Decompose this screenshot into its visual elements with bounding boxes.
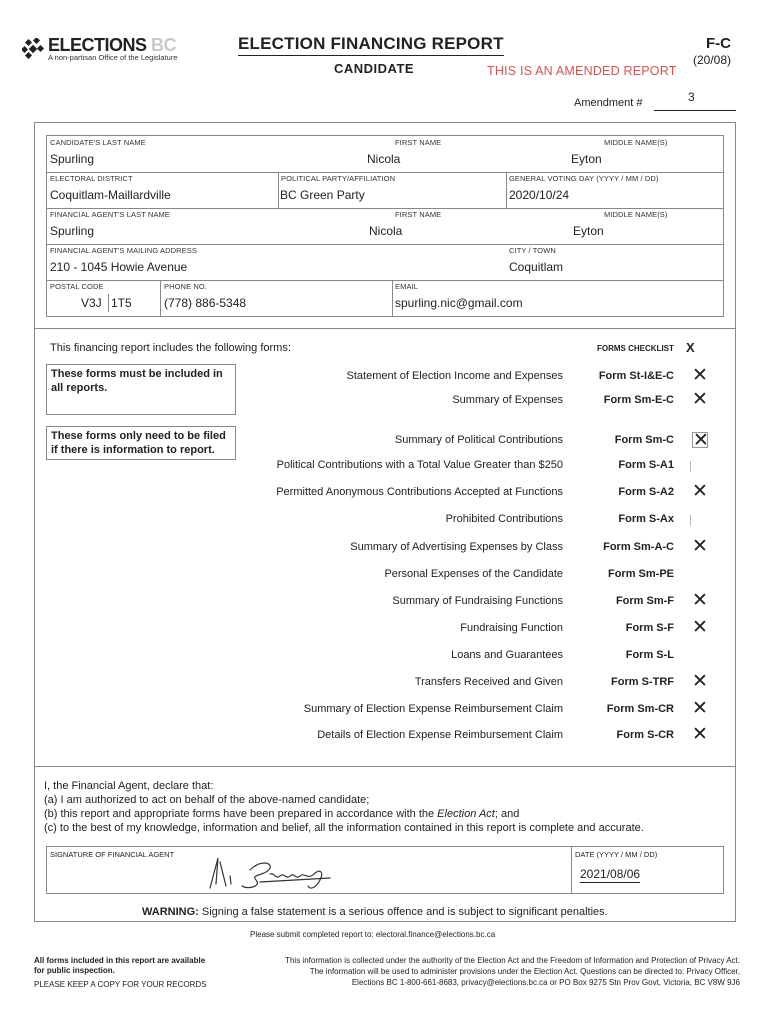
phone-label: PHONE NO.	[164, 282, 207, 291]
logo-tagline: A non-partisan Office of the Legislature	[48, 53, 178, 62]
amended-notice: THIS IS AN AMENDED REPORT	[487, 64, 677, 78]
postal-code-label: POSTAL CODE	[50, 282, 104, 291]
checklist-checkbox[interactable]: ✕	[693, 430, 709, 451]
privacy-notice-3: Elections BC 1-800-661-8683, privacy@elections.bc.ca or PO Box 9275 Stn Prov Govt, Victoria, BC V8W 9J6	[351, 978, 740, 987]
checklist-checkbox[interactable]: ✕	[692, 698, 708, 719]
signature-date-label: DATE (YYYY / MM / DD)	[575, 850, 658, 859]
form-description: Personal Expenses of the Candidate	[384, 568, 563, 580]
report-title: ELECTION FINANCING REPORT	[238, 34, 504, 56]
postal-code-divider	[108, 294, 109, 312]
signature-divider	[571, 846, 572, 894]
form-code-label: Form S-TRF	[611, 676, 674, 688]
voting-day-label: GENERAL VOTING DAY (YYYY / MM / DD)	[509, 174, 659, 183]
declaration-line-1: I, the Financial Agent, declare that:	[44, 780, 214, 792]
section-divider	[34, 766, 736, 767]
section-divider	[34, 328, 736, 329]
checklist-checkbox[interactable]: ✕	[692, 481, 708, 502]
email-value: spurling.nic@gmail.com	[395, 296, 523, 310]
form-description: Summary of Expenses	[452, 394, 563, 406]
logo-wordmark: ELECTIONS BC	[48, 35, 177, 55]
agent-city-label: CITY / TOWN	[509, 246, 556, 255]
form-code-label: Form S-F	[625, 622, 674, 634]
optional-forms-text: These forms only need to be filed if there is information to report.	[51, 430, 226, 456]
checklist-intro: This financing report includes the following forms:	[50, 342, 291, 354]
required-forms-text: These forms must be included in all reports.	[51, 368, 223, 394]
form-description: Political Contributions with a Total Value Greater than $250	[276, 459, 563, 471]
candidate-middle-name-label: MIDDLE NAME(S)	[604, 138, 668, 147]
form-version: (20/08)	[693, 53, 732, 67]
district-label: ELECTORAL DISTRICT	[50, 174, 133, 183]
signature-image	[200, 850, 350, 892]
form-description: Summary of Election Expense Reimbursement Claim	[303, 703, 563, 715]
agent-middle-name: Eyton	[573, 224, 604, 238]
agent-city: Coquitlam	[509, 260, 564, 274]
checklist-checkbox[interactable]: ✕	[692, 617, 708, 638]
agent-last-name: Spurling	[50, 224, 95, 238]
form-code-label: Form S-A2	[618, 486, 674, 498]
checklist-checkbox[interactable]: ✕	[692, 671, 708, 692]
amendment-line	[654, 110, 736, 111]
form-code-label: Form Sm-PE	[607, 568, 674, 580]
form-code-label: Form Sm-CR	[606, 703, 674, 715]
public-inspection-note-1: All forms included in this report are available	[34, 956, 206, 965]
form-description: Prohibited Contributions	[445, 513, 563, 525]
form-code-label: Form S-Ax	[618, 513, 674, 525]
form-code-label: Form Sm-C	[614, 434, 674, 446]
party-value: BC Green Party	[280, 188, 365, 202]
checklist-checkbox[interactable]: ✕	[692, 536, 708, 557]
form-description: Summary of Fundraising Functions	[392, 595, 563, 607]
form-description: Permitted Anonymous Contributions Accepted at Functions	[276, 486, 563, 498]
phone-value: (778) 886-5348	[164, 296, 247, 310]
public-inspection-note-2: for public inspection.	[34, 966, 115, 975]
postal-code-part-a: V3J	[81, 296, 102, 310]
checklist-checkbox[interactable]: ✕	[692, 724, 708, 745]
candidate-first-name: Nicola	[367, 152, 401, 166]
agent-first-name-label: FIRST NAME	[395, 210, 442, 219]
elections-bc-logo-icon	[22, 38, 48, 60]
agent-first-name: Nicola	[369, 224, 403, 238]
submit-instruction: Please submit completed report to: electoral.finance@elections.bc.ca	[250, 930, 496, 939]
agent-last-name-label: FINANCIAL AGENT'S LAST NAME	[50, 210, 170, 219]
form-code-label: Form Sm-A-C	[603, 541, 674, 553]
signature-date: 2021/08/06	[580, 867, 641, 881]
party-label: POLITICAL PARTY/AFFILIATION	[281, 174, 396, 183]
checklist-checkbox[interactable]	[690, 515, 691, 526]
district-value: Coquitlam-Maillardville	[50, 188, 171, 202]
candidate-middle-name: Eyton	[571, 152, 602, 166]
agent-middle-name-label: MIDDLE NAME(S)	[604, 210, 668, 219]
checklist-header-mark: X	[686, 340, 695, 355]
email-label: EMAIL	[395, 282, 419, 291]
form-description: Statement of Election Income and Expenses	[346, 370, 563, 382]
checklist-checkbox[interactable]: ✕	[692, 365, 708, 386]
warning-text: WARNING: Signing a false statement is a serious offence and is subject to significant penalties.	[142, 906, 608, 918]
form-description: Summary of Advertising Expenses by Class	[350, 541, 563, 553]
form-code-label: Form S-CR	[616, 729, 674, 741]
keep-copy-note: PLEASE KEEP A COPY FOR YOUR RECORDS	[34, 980, 207, 989]
amendment-label: Amendment #	[574, 97, 643, 109]
declaration-line-3: (b) this report and appropriate forms have been prepared in accordance with the Election Act; and	[44, 808, 520, 820]
declaration-line-4: (c) to the best of my knowledge, information and belief, all the information contained in this report is complete and accurate.	[44, 822, 644, 834]
checklist-checkbox[interactable]: ✕	[692, 389, 708, 410]
postal-code-part-b: 1T5	[111, 296, 132, 310]
form-code-label: Form Sm-F	[615, 595, 674, 607]
agent-address-label: FINANCIAL AGENT'S MAILING ADDRESS	[50, 246, 197, 255]
candidate-first-name-label: FIRST NAME	[395, 138, 442, 147]
agent-address: 210 - 1045 Howie Avenue	[50, 260, 188, 274]
amendment-number: 3	[688, 90, 695, 104]
form-code-label: Form S-L	[625, 649, 674, 661]
checklist-checkbox[interactable]	[690, 461, 691, 472]
candidate-info-grid	[46, 135, 724, 317]
candidate-last-name-label: CANDIDATE'S LAST NAME	[50, 138, 146, 147]
privacy-notice-1: This information is collected under the authority of the Election Act and the Freedom of Information and Protection of Privacy Act.	[285, 956, 740, 965]
form-description: Summary of Political Contributions	[394, 434, 563, 446]
form-code: F-C	[706, 35, 731, 52]
signature-label: SIGNATURE OF FINANCIAL AGENT	[50, 850, 175, 859]
privacy-notice-2: The information will be used to administer provisions under the Election Act. Questions can be directed to: Privacy Officer,	[309, 967, 740, 976]
declaration-line-2: (a) I am authorized to act on behalf of the above-named candidate;	[44, 794, 370, 806]
voting-day-value: 2020/10/24	[509, 188, 570, 202]
form-code-label: Form St-I&E-C	[598, 370, 674, 382]
form-code-label: Form Sm-E-C	[603, 394, 674, 406]
checklist-checkbox[interactable]: ✕	[692, 590, 708, 611]
form-description: Transfers Received and Given	[414, 676, 563, 688]
required-forms-note	[46, 364, 236, 415]
candidate-last-name: Spurling	[50, 152, 95, 166]
optional-forms-note	[46, 426, 236, 460]
form-description: Fundraising Function	[460, 622, 563, 634]
form-description: Details of Election Expense Reimbursement Claim	[317, 729, 563, 741]
form-description: Loans and Guarantees	[451, 649, 563, 661]
checklist-header: FORMS CHECKLIST	[597, 344, 674, 353]
form-code-label: Form S-A1	[618, 459, 674, 471]
report-subtitle: CANDIDATE	[334, 61, 415, 76]
